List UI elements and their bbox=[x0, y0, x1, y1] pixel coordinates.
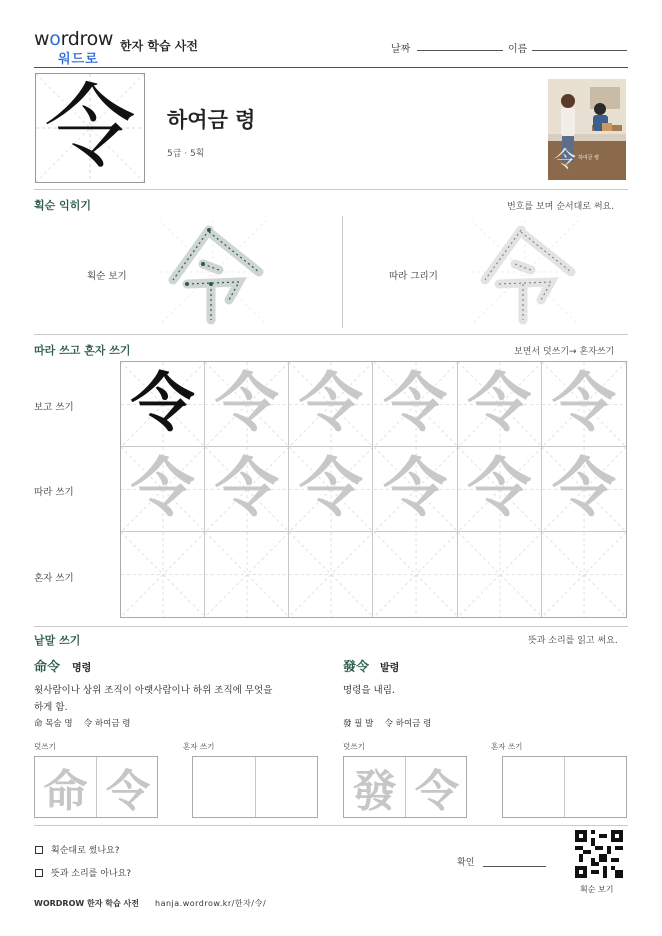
illustration-image bbox=[548, 79, 626, 180]
practice-section-note: 보면서 덧쓰기→ 혼자쓰기 bbox=[514, 347, 615, 357]
vocab-word-2-trace-box[interactable] bbox=[343, 756, 467, 818]
practice-char: 令 bbox=[298, 366, 363, 441]
practice-char: 令 bbox=[383, 451, 448, 526]
row-label-alone: 혼자 쓰기 bbox=[34, 573, 74, 584]
practice-char: 令 bbox=[130, 451, 195, 526]
trace-char: 令 bbox=[415, 766, 459, 817]
footer-brand: WORDROW 한자 학습 사전 bbox=[34, 899, 139, 908]
date-label: 날짜 bbox=[391, 44, 411, 55]
character-meta: 5급 · 5획 bbox=[167, 149, 205, 159]
practice-cell[interactable] bbox=[542, 362, 626, 447]
row-label-trace: 따라 쓰기 bbox=[34, 487, 74, 498]
practice-cell[interactable] bbox=[205, 447, 289, 532]
practice-cell[interactable] bbox=[205, 362, 289, 447]
vocab-word-2-reading: 발령 bbox=[380, 663, 400, 674]
date-field[interactable] bbox=[417, 50, 503, 51]
practice-cell[interactable] bbox=[289, 447, 373, 532]
vocab-word-1-alone-box[interactable] bbox=[192, 756, 318, 818]
vocab-word-2-alone-box[interactable] bbox=[502, 756, 627, 818]
practice-cell[interactable] bbox=[542, 447, 626, 532]
practice-cell[interactable] bbox=[121, 362, 205, 447]
qr-label: 획순 보기 bbox=[580, 885, 614, 894]
vocab-word-2-trace-label: 덧쓰기 bbox=[343, 742, 365, 751]
checklist-item-stroke[interactable]: 획순대로 썼나요? bbox=[35, 843, 120, 856]
qr-code[interactable] bbox=[575, 830, 623, 878]
photo-caption: 하여금 령 bbox=[578, 155, 599, 161]
stroke-order-diagram bbox=[159, 220, 267, 325]
photo-character: 令 bbox=[554, 148, 577, 173]
practice-char: 令 bbox=[551, 451, 616, 526]
practice-cell[interactable] bbox=[374, 532, 458, 617]
main-character-box bbox=[35, 73, 145, 183]
character-meaning: 하여금 령 bbox=[167, 108, 256, 132]
trace-char: 令 bbox=[106, 766, 150, 817]
practice-cell[interactable] bbox=[289, 362, 373, 447]
practice-char: 令 bbox=[383, 366, 448, 441]
vocab-word-1-trace-label: 덧쓰기 bbox=[34, 742, 56, 751]
confirm-label: 확인 bbox=[457, 858, 475, 868]
vocab-word-1-parts: 命 목숨 명 令 하여금 령 bbox=[34, 719, 131, 729]
logo-wordmark: wordrow bbox=[34, 28, 114, 50]
practice-cell[interactable] bbox=[289, 532, 373, 617]
vocab-word-2-parts: 發 필 발 令 하여금 령 bbox=[343, 719, 432, 729]
vocab-section-title: 낱말 쓰기 bbox=[34, 634, 81, 647]
practice-cell[interactable] bbox=[121, 532, 205, 617]
practice-char: 令 bbox=[467, 451, 532, 526]
practice-cell[interactable] bbox=[121, 447, 205, 532]
vocab-word-1-alone-label: 혼자 쓰기 bbox=[183, 742, 215, 751]
practice-cell[interactable] bbox=[458, 362, 542, 447]
checkbox[interactable] bbox=[35, 846, 43, 854]
vocab-section-note: 뜻과 소리를 읽고 써요. bbox=[528, 636, 618, 646]
practice-char: 令 bbox=[214, 366, 279, 441]
vocab-word-1-definition: 윗사람이나 상위 조직이 아랫사람이나 하위 조직에 무엇을 하게 함. bbox=[34, 685, 273, 713]
logo-korean: 워드로 bbox=[58, 52, 99, 67]
stroke-trace-label: 따라 그리기 bbox=[389, 271, 438, 282]
practice-cell[interactable] bbox=[542, 532, 626, 617]
vocab-word-2-hanja: 發令 bbox=[343, 660, 370, 675]
stroke-view-label: 획순 보기 bbox=[87, 271, 127, 282]
practice-grid[interactable] bbox=[120, 361, 627, 618]
practice-char: 令 bbox=[214, 451, 279, 526]
trace-char: 發 bbox=[352, 766, 397, 817]
practice-section-title: 따라 쓰고 혼자 쓰기 bbox=[34, 344, 131, 357]
page-title: 한자 학습 사전 bbox=[120, 39, 198, 53]
practice-cell[interactable] bbox=[458, 532, 542, 617]
confirm-field[interactable] bbox=[483, 866, 546, 867]
practice-cell[interactable] bbox=[205, 532, 289, 617]
practice-char: 令 bbox=[298, 451, 363, 526]
practice-cell[interactable] bbox=[374, 362, 458, 447]
name-label: 이름 bbox=[508, 44, 528, 55]
name-field[interactable] bbox=[532, 50, 627, 51]
stroke-trace-diagram[interactable] bbox=[471, 220, 579, 325]
vocab-word-2-definition: 명령을 내림. bbox=[343, 685, 395, 696]
trace-char: 命 bbox=[43, 766, 88, 817]
practice-cell[interactable] bbox=[374, 447, 458, 532]
vocab-word-1-hanja: 命令 bbox=[34, 660, 61, 675]
practice-char: 令 bbox=[130, 366, 195, 441]
checkbox[interactable] bbox=[35, 869, 43, 877]
main-character: 令 bbox=[43, 74, 136, 181]
practice-char: 令 bbox=[551, 366, 616, 441]
checklist-item-meaning[interactable]: 뜻과 소리를 아나요? bbox=[35, 866, 131, 879]
stroke-section-title: 획순 익히기 bbox=[34, 199, 91, 212]
vocab-word-1-reading: 명령 bbox=[72, 663, 92, 674]
stroke-section-note: 번호를 보며 순서대로 써요. bbox=[507, 202, 615, 212]
vocab-word-2-alone-label: 혼자 쓰기 bbox=[491, 742, 523, 751]
practice-char: 令 bbox=[467, 366, 532, 441]
practice-cell[interactable] bbox=[458, 447, 542, 532]
row-label-view: 보고 쓰기 bbox=[34, 402, 74, 413]
footer-url[interactable]: hanja.wordrow.kr/한자/令/ bbox=[155, 899, 267, 908]
vocab-word-1-trace-box[interactable] bbox=[34, 756, 158, 818]
